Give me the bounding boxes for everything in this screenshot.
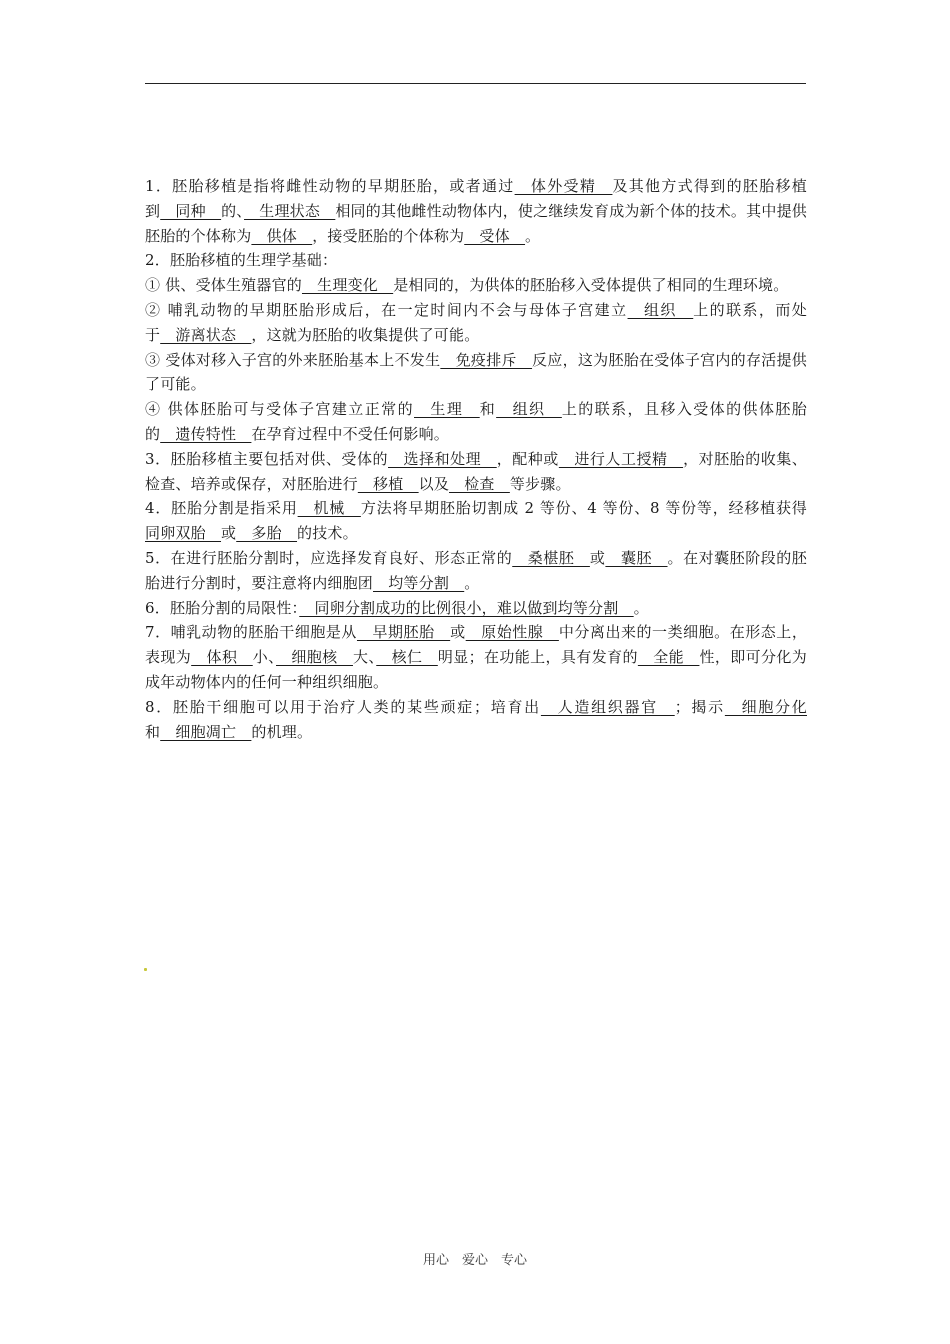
- item-5-text: 5．在进行胚胎分割时，应选择发育良好、形态正常的: [145, 548, 513, 567]
- point-3-blank-1: 免疫排斥: [440, 350, 533, 369]
- item-1-blank-3: 生理状态: [244, 201, 336, 220]
- item-7-text: 小、: [252, 648, 277, 667]
- item-1-blank-4: 供体: [251, 226, 313, 245]
- item-1-text: 及其他方式得到的胚胎移植到: [145, 177, 808, 220]
- item-5-text: 。: [464, 573, 480, 592]
- speck-mark: [144, 968, 147, 971]
- item-4-blank-3: 多胎: [236, 524, 298, 543]
- item-1-text: ，接受胚胎的个体称为: [312, 226, 465, 245]
- item-5: [145, 546, 807, 596]
- item-7-blank-6: 全能: [637, 648, 700, 667]
- item-3-text: 以及: [418, 474, 450, 493]
- item-3-text: 等步骤。: [509, 474, 571, 493]
- page-footer: 用心 爱心 专心: [422, 1253, 527, 1268]
- item-6: [145, 596, 807, 621]
- worksheet-body: [145, 174, 807, 744]
- item-7-blank-4: 细胞核: [276, 648, 353, 667]
- item-1-text: 相同的其他雌性动物体内，使之继续发育成为新个体的技术。其中提供胚胎的个体称为: [145, 201, 807, 245]
- item-5-text: 。在对囊胚阶段的胚胎进行分割时，要注意将内细胞团: [145, 548, 807, 592]
- item-7-text: 明显；在功能上，具有发育的: [437, 648, 638, 667]
- item-2-point-4: [145, 397, 807, 447]
- item-8-blank-1: 人造组织器官: [540, 697, 675, 716]
- item-6-blank-1: 同卵分割成功的比例很小，难以做到均等分割: [299, 598, 634, 617]
- item-8-text: ；揭示: [674, 697, 725, 716]
- item-4-blank-2: 同卵双胎: [145, 524, 222, 543]
- item-5-blank-2: 囊胚: [605, 548, 668, 567]
- point-4-text: ④ 供体胚胎可与受体子宫建立正常的: [145, 400, 414, 419]
- item-3: [145, 447, 807, 497]
- item-3-text: ，配种或: [496, 449, 559, 468]
- item-1-blank-1: 体外受精: [514, 177, 613, 195]
- item-1-text: 的、: [221, 201, 245, 220]
- point-4-blank-2: 组织: [496, 400, 562, 419]
- item-8-text: 和: [145, 722, 161, 741]
- item-2-title: 2．胚胎移植的生理学基础：: [145, 251, 338, 270]
- point-1-blank-1: 生理变化: [301, 276, 394, 295]
- point-2-blank-1: 组织: [627, 300, 694, 319]
- item-5-blank-1: 桑椹胚: [512, 548, 590, 567]
- item-7-text: 中分离出来的一类细胞。在形态上，表现为: [145, 623, 808, 667]
- item-4-text: 或: [221, 524, 237, 543]
- point-2-text: 上的联系，而处于: [145, 300, 807, 344]
- item-7-blank-1: 早期胚胎: [356, 623, 451, 642]
- item-5-blank-3: 均等分割: [373, 573, 465, 592]
- item-7-text: 大、: [352, 648, 377, 667]
- item-5-text: 或: [589, 548, 606, 567]
- item-7-blank-3: 体积: [191, 648, 253, 667]
- item-7-blank-5: 核仁: [376, 648, 438, 667]
- point-2-text: ，这就为胚胎的收集提供了可能。: [251, 325, 480, 344]
- point-2-blank-2: 游离状态: [160, 325, 252, 344]
- point-3-text: 反应，这为胚胎在受体子宫内的存活提供了可能。: [145, 350, 807, 394]
- point-4-blank-1: 生理: [414, 400, 480, 419]
- item-3-text: 3．胚胎移植主要包括对供、受体的: [145, 449, 389, 468]
- item-8: [145, 695, 807, 745]
- item-4-text: 4．胚胎分割是指采用: [145, 499, 298, 518]
- item-3-blank-4: 检查: [449, 474, 510, 493]
- item-7-text: 7．哺乳动物的胚胎干细胞是从: [145, 623, 357, 642]
- item-1-text: 1．胚胎移植是指将雌性动物的早期胚胎，或者通过: [145, 177, 515, 195]
- point-4-text: 上的联系，且移入受体的供体胚胎的: [145, 400, 807, 443]
- item-1: [145, 174, 807, 248]
- item-4-text: 方法将早期胚胎切割成 2 等份、4 等份、8 等份等，经移植获得: [360, 499, 807, 518]
- item-6-text: 6．胚胎分割的局限性：: [145, 598, 300, 617]
- item-4-blank-1: 机械: [297, 499, 361, 518]
- item-2-point-1: [145, 273, 807, 298]
- item-1-blank-2: 同种: [160, 201, 222, 220]
- item-2-point-2: [145, 298, 807, 348]
- point-1-text: ① 供、受体生殖器官的: [145, 276, 302, 295]
- item-8-blank-3: 细胞凋亡: [160, 722, 252, 741]
- item-3-blank-1: 选择和处理: [388, 449, 497, 468]
- item-2-point-3: [145, 348, 807, 398]
- item-7-text: 或: [450, 623, 466, 642]
- item-8-text: 的机理。: [251, 722, 313, 741]
- item-4: [145, 496, 807, 546]
- header-rule: [145, 83, 806, 84]
- point-4-blank-3: 遗传特性: [160, 424, 252, 443]
- item-1-text: 。: [525, 226, 541, 245]
- item-3-blank-2: 进行人工授精: [558, 449, 684, 468]
- item-1-blank-5: 受体: [464, 226, 526, 245]
- item-8-blank-2: 细胞分化: [724, 697, 807, 716]
- point-4-text: 在孕育过程中不受任何影响。: [251, 424, 450, 443]
- item-3-text: ，对胚胎的收集、检查、培养或保存，对胚胎进行: [145, 449, 807, 493]
- item-7: [145, 620, 807, 694]
- item-7-text: 性，即可分化为成年动物体内的任何一种组织细胞。: [145, 648, 807, 691]
- item-7-blank-2: 原始性腺: [465, 623, 559, 642]
- item-4-text: 的技术。: [297, 524, 358, 543]
- point-4-text: 和: [479, 400, 497, 419]
- item-3-blank-3: 移植: [357, 474, 419, 493]
- point-2-text: ② 哺乳动物的早期胚胎形成后，在一定时间内不会与母体子宫建立: [145, 300, 628, 319]
- item-8-text: 8．胚胎干细胞可以用于治疗人类的某些顽症；培育出: [145, 697, 541, 716]
- item-6-text: 。: [633, 598, 649, 617]
- point-3-text: ③ 受体对移入子宫的外来胚胎基本上不发生: [145, 350, 441, 369]
- point-1-text: 是相同的，为供体的胚胎移入受体提供了相同的生理环境。: [393, 276, 789, 295]
